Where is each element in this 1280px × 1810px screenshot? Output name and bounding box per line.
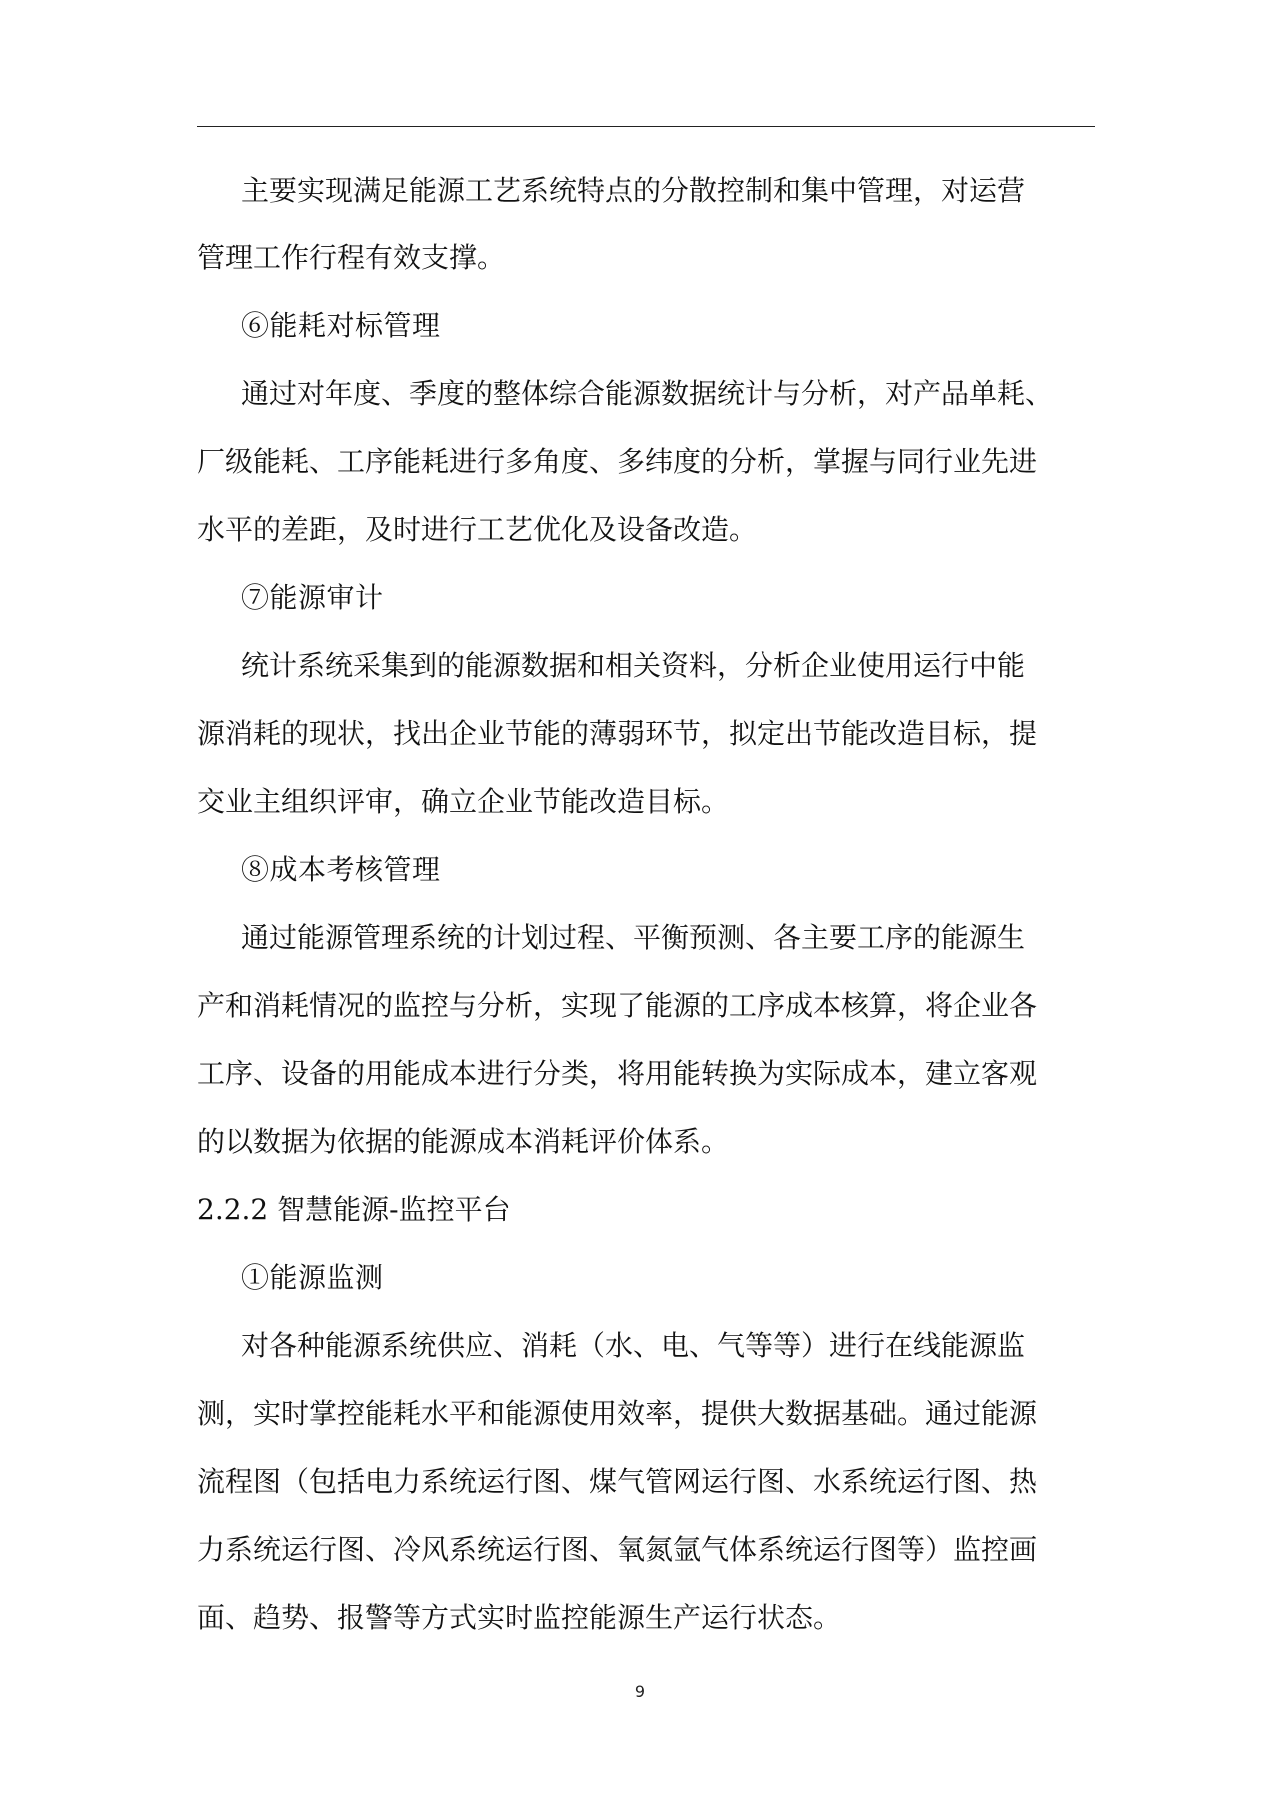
body-text-line: 工序、设备的用能成本进行分类，将用能转换为实际成本，建立客观 (197, 1057, 1038, 1090)
item-heading-1: ①能源监测 (241, 1261, 384, 1294)
body-text-line: 的以数据为依据的能源成本消耗评价体系。 (197, 1125, 730, 1158)
body-text-line: 通过能源管理系统的计划过程、平衡预测、各主要工序的能源生 (241, 921, 1026, 954)
item-heading-6: ⑥能耗对标管理 (241, 309, 441, 342)
body-text-line: 源消耗的现状，找出企业节能的薄弱环节，拟定出节能改造目标，提 (197, 717, 1038, 750)
body-text-line: 交业主组织评审，确立企业节能改造目标。 (197, 785, 730, 818)
body-text-line: 测，实时掌控能耗水平和能源使用效率，提供大数据基础。通过能源 (197, 1397, 1038, 1430)
body-text-line: 管理工作行程有效支撑。 (197, 241, 506, 274)
item-heading-8: ⑧成本考核管理 (241, 853, 441, 886)
body-text-line: 水平的差距，及时进行工艺优化及设备改造。 (197, 513, 758, 546)
body-text-line: 对各种能源系统供应、消耗（水、电、气等等）进行在线能源监 (241, 1329, 1026, 1362)
body-text-line: 通过对年度、季度的整体综合能源数据统计与分析，对产品单耗、 (241, 377, 1054, 410)
body-text-line: 统计系统采集到的能源数据和相关资料，分析企业使用运行中能 (241, 649, 1026, 682)
body-text-line: 流程图（包括电力系统运行图、煤气管网运行图、水系统运行图、热 (197, 1465, 1038, 1498)
body-text-line: 面、趋势、报警等方式实时监控能源生产运行状态。 (197, 1601, 842, 1634)
body-text-line: 力系统运行图、冷风系统运行图、氧氮氩气体系统运行图等）监控画 (197, 1533, 1038, 1566)
body-text-line: 产和消耗情况的监控与分析，实现了能源的工序成本核算，将企业各 (197, 989, 1038, 1022)
page-number: 9 (634, 1682, 646, 1701)
body-text-line: 主要实现满足能源工艺系统特点的分散控制和集中管理，对运营 (241, 174, 1026, 207)
item-heading-7: ⑦能源审计 (241, 581, 384, 614)
body-text-line: 厂级能耗、工序能耗进行多角度、多纬度的分析，掌握与同行业先进 (197, 445, 1038, 478)
header-rule (197, 126, 1095, 127)
section-heading: 2.2.2 智慧能源-监控平台 (197, 1193, 511, 1226)
